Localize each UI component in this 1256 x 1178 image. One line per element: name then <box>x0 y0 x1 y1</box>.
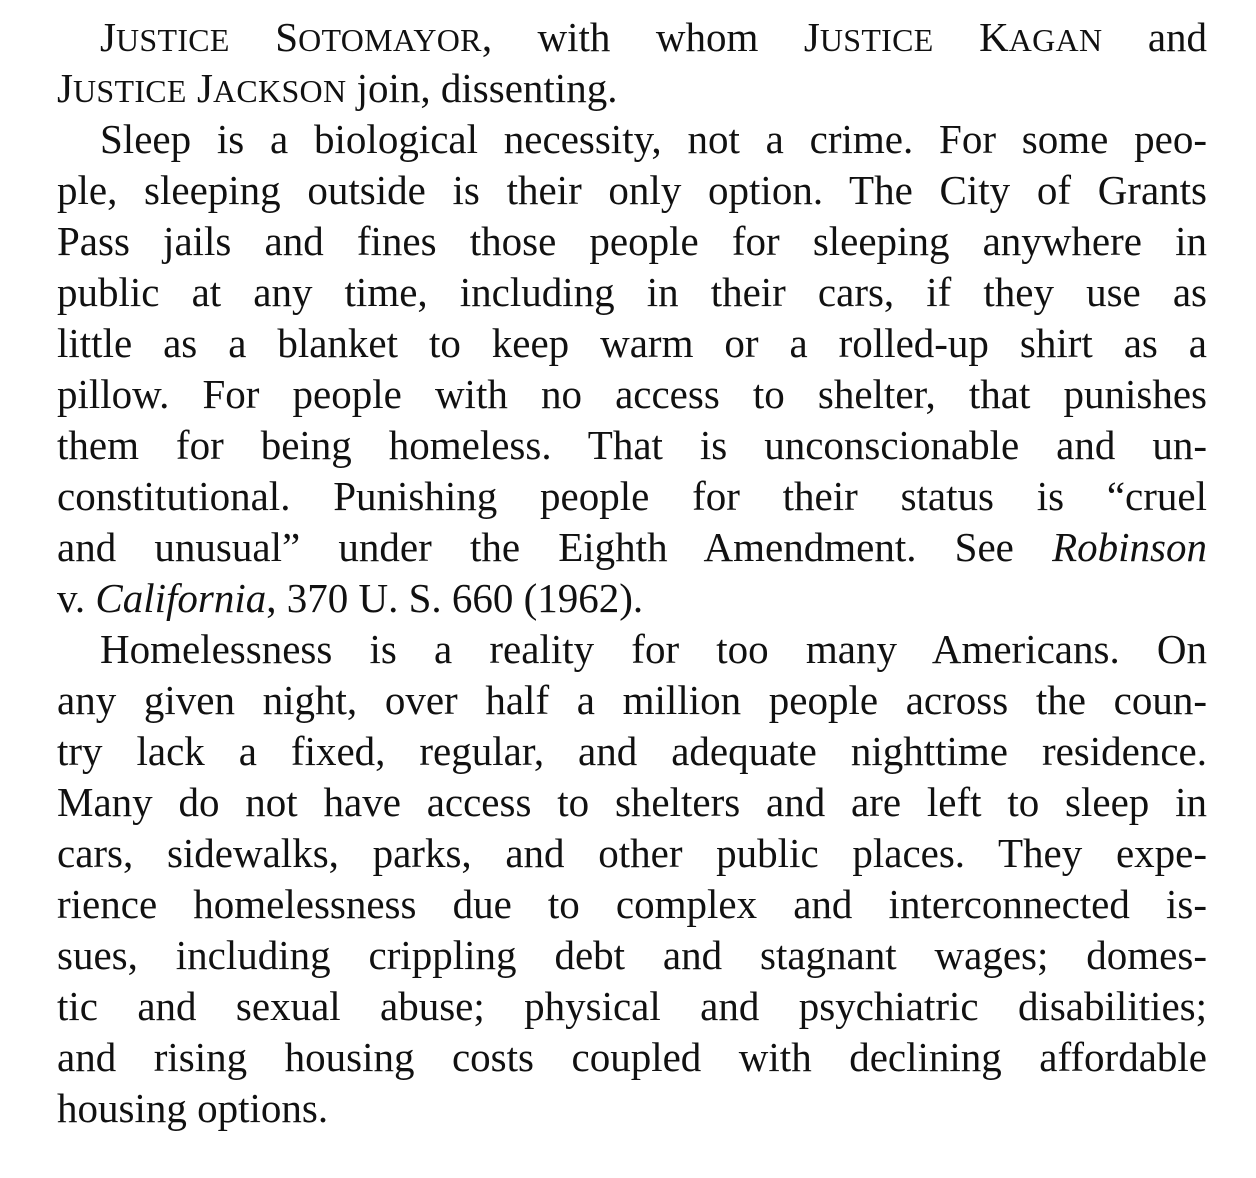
text-line: ple, sleeping outside is their only option. The City of Grants <box>57 167 1207 213</box>
dissent-heading <box>57 12 1207 114</box>
text-line: housing options. <box>57 1085 329 1131</box>
text-segment: and unusual” under the Eighth Amendment. See <box>57 524 1053 570</box>
text-line: Many do not have access to shelters and are left to sleep in <box>57 779 1207 825</box>
text-line: constitutional. Punishing people for their status is “cruel <box>57 473 1207 519</box>
text-line: tic and sexual abuse; physical and psychiatric disabilities; <box>57 983 1207 1029</box>
justice-initial: J <box>100 14 116 60</box>
text-line: Pass jails and fines those people for sleeping anywhere in <box>57 218 1207 264</box>
text-line: sues, including crippling debt and stagnant wages; domes- <box>57 932 1207 978</box>
text-line <box>57 522 1207 573</box>
heading-text: , with whom <box>481 14 804 60</box>
justice-initial: J <box>57 65 73 111</box>
jackson-smallcaps: ACKSON <box>213 74 347 109</box>
justice-smallcaps: USTICE <box>72 74 187 109</box>
heading-text: join, dissenting. <box>346 65 618 111</box>
text-line: pillow. For people with no access to shelter, that punishes <box>57 371 1207 417</box>
text-line: try lack a fixed, regular, and adequate nighttime residence. <box>57 728 1207 774</box>
case-name-italic: Robinson <box>1052 524 1207 570</box>
justice-smallcaps: USTICE <box>819 23 934 58</box>
heading-text: and <box>1102 14 1208 60</box>
text-line: Homelessness is a reality for too many Americans. On <box>100 626 1207 672</box>
sotomayor-initial: S <box>275 14 299 60</box>
text-line: Sleep is a biological necessity, not a crime. For some peo- <box>100 116 1207 162</box>
kagan-smallcaps: AGAN <box>1008 23 1103 58</box>
jackson-initial: J <box>197 65 213 111</box>
text-segment: v. <box>57 575 96 621</box>
text-line: them for being homeless. That is unconscionable and un- <box>57 422 1207 468</box>
sotomayor-smallcaps: OTOMAYOR <box>298 23 482 58</box>
text-line: public at any time, including in their cars, if they use as <box>57 269 1207 315</box>
justice-initial: J <box>803 14 820 60</box>
text-line: any given night, over half a million people across the coun- <box>57 677 1207 723</box>
kagan-initial: K <box>979 14 1009 60</box>
paragraph-2 <box>57 624 1207 1134</box>
heading-line-1 <box>57 12 1207 63</box>
justice-smallcaps: USTICE <box>115 23 230 58</box>
case-name-italic: California <box>95 575 267 621</box>
paragraph-1 <box>57 114 1207 624</box>
citation-text: , 370 U. S. 660 (1962). <box>266 575 644 621</box>
text-line: rience homelessness due to complex and interconnected is- <box>57 881 1207 927</box>
opinion-page <box>57 12 1207 1134</box>
text-line <box>57 573 1207 624</box>
text-line: little as a blanket to keep warm or a rolled-up shirt as a <box>57 320 1207 366</box>
heading-line-2 <box>57 63 1207 114</box>
text-line: cars, sidewalks, parks, and other public places. They expe- <box>57 830 1207 876</box>
text-line: and rising housing costs coupled with declining affordable <box>57 1034 1207 1080</box>
